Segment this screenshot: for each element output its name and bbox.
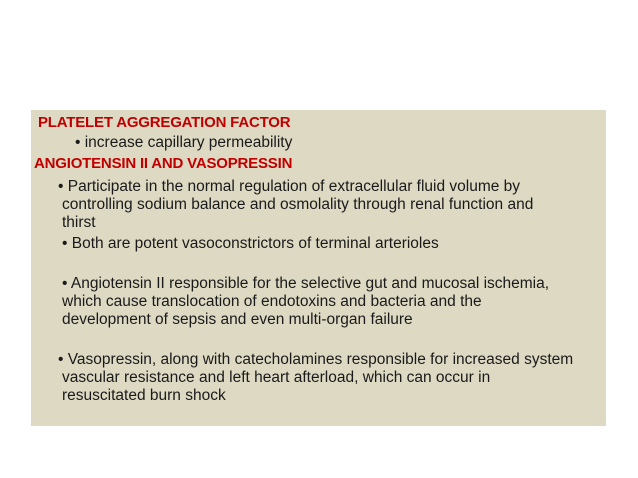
bullet-regulation-line-1: • Participate in the normal regulation of extracellular fluid volume by — [58, 178, 521, 195]
bullet-regulation-line-2: controlling sodium balance and osmolality through renal function and — [62, 196, 534, 213]
bullet-vasopressin-line-2: vascular resistance and left heart afterload, which can occur in — [62, 369, 491, 386]
bullet-vasopressin-line-1: • Vasopressin, along with catecholamines responsible for increased system — [58, 351, 574, 368]
heading-angiotensin-vasopressin: ANGIOTENSIN II AND VASOPRESSIN — [34, 155, 293, 172]
bullet-angiotensin-line-1: • Angiotensin II responsible for the selective gut and mucosal ischemia, — [62, 275, 550, 292]
bullet-angiotensin-line-2: which cause translocation of endotoxins and bacteria and the — [62, 293, 482, 310]
bullet-vasopressin-line-3: resuscitated burn shock — [62, 387, 226, 404]
bullet-angiotensin-line-3: development of sepsis and even multi-organ failure — [62, 311, 413, 328]
bullet-increase-capillary-permeability: • increase capillary permeability — [75, 134, 293, 151]
bullet-regulation-line-3: thirst — [62, 214, 96, 231]
heading-platelet-aggregation-factor: PLATELET AGGREGATION FACTOR — [38, 114, 291, 131]
bullet-potent-vasoconstrictors: • Both are potent vasoconstrictors of terminal arterioles — [62, 235, 439, 252]
